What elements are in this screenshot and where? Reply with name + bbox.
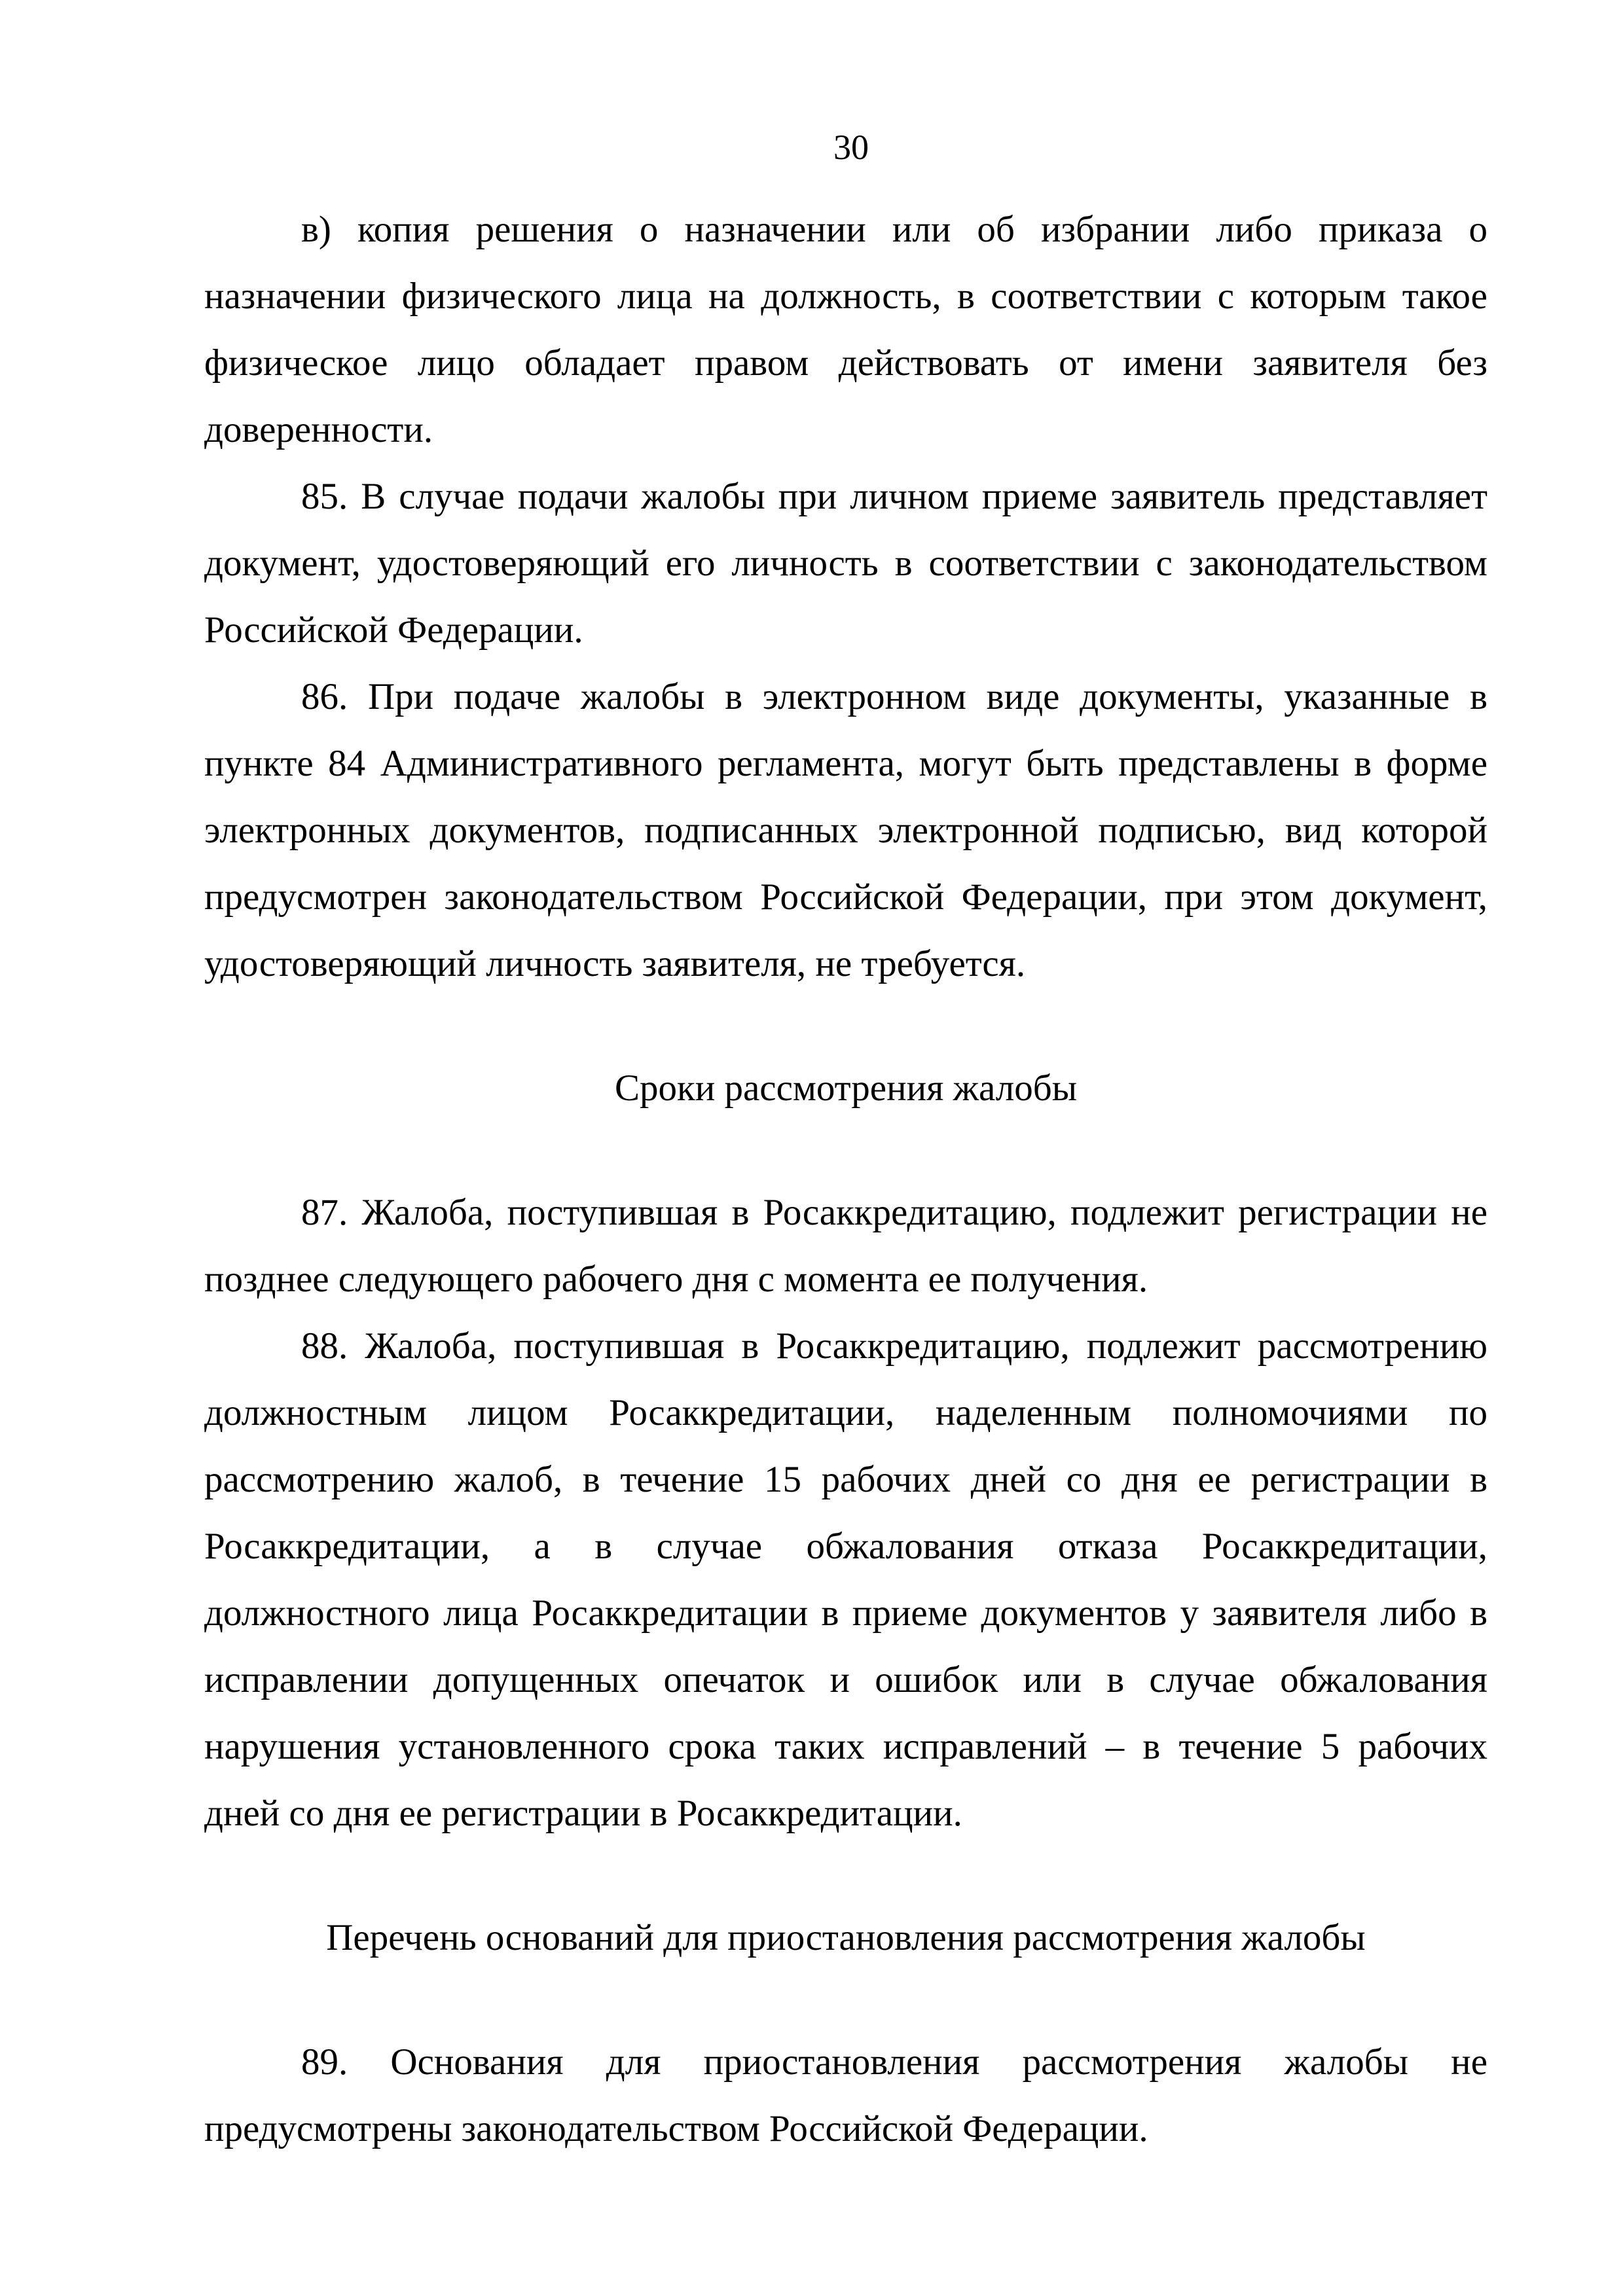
paragraph-86: 86. При подаче жалобы в электронном виде документы, указанные в пункте 84 Административного регламента, могут быть представлены в форме электронных документов, подписанных электронной подписью, вид которой предусмотрен законодательством Российской Федерации, при этом документ, удостоверяющий личность заявителя, не требуется.	[204, 676, 1487, 984]
paragraph-88: 88. Жалоба, поступившая в Росаккредитацию, подлежит рассмотрению должностным лицом Росаккредитации, наделенным полномочиями по рассмотрению жалоб, в течение 15 рабочих дней со дня ее регистрации в Росаккредитации, а в случае обжалования отказа Росаккредитации, должностного лица Росаккредитации в приеме документов у заявителя либо в исправлении допущенных опечаток и ошибок или в случае обжалования нарушения установленного срока таких исправлений – в течение 5 рабочих дней со дня ее регистрации в Росаккредитации.	[204, 1325, 1487, 1834]
paragraph-87: 87. Жалоба, поступившая в Росаккредитацию, подлежит регистрации не позднее следующего рабочего дня с момента ее получения.	[204, 1192, 1487, 1300]
document-body	[204, 196, 1487, 2162]
paragraph-89: 89. Основания для приостановления рассмотрения жалобы не предусмотрены законодательством Российской Федерации.	[204, 2041, 1487, 2149]
paragraph-v-copy-of-decision: в) копия решения о назначении или об избрании либо приказа о назначении физического лица на должность, в соответствии с которым такое физическое лицо обладает правом действовать от имени заявителя без доверенности.	[204, 209, 1487, 450]
page-number: 30	[833, 128, 869, 167]
section-heading-terms: Сроки рассмотрения жалобы	[615, 1067, 1077, 1109]
paragraph-85: 85. В случае подачи жалобы при личном приеме заявитель представляет документ, удостоверяющий его личность в соответствии с законодательством Российской Федерации.	[204, 476, 1487, 651]
section-heading-grounds: Перечень оснований для приостановления рассмотрения жалобы	[326, 1917, 1366, 1958]
